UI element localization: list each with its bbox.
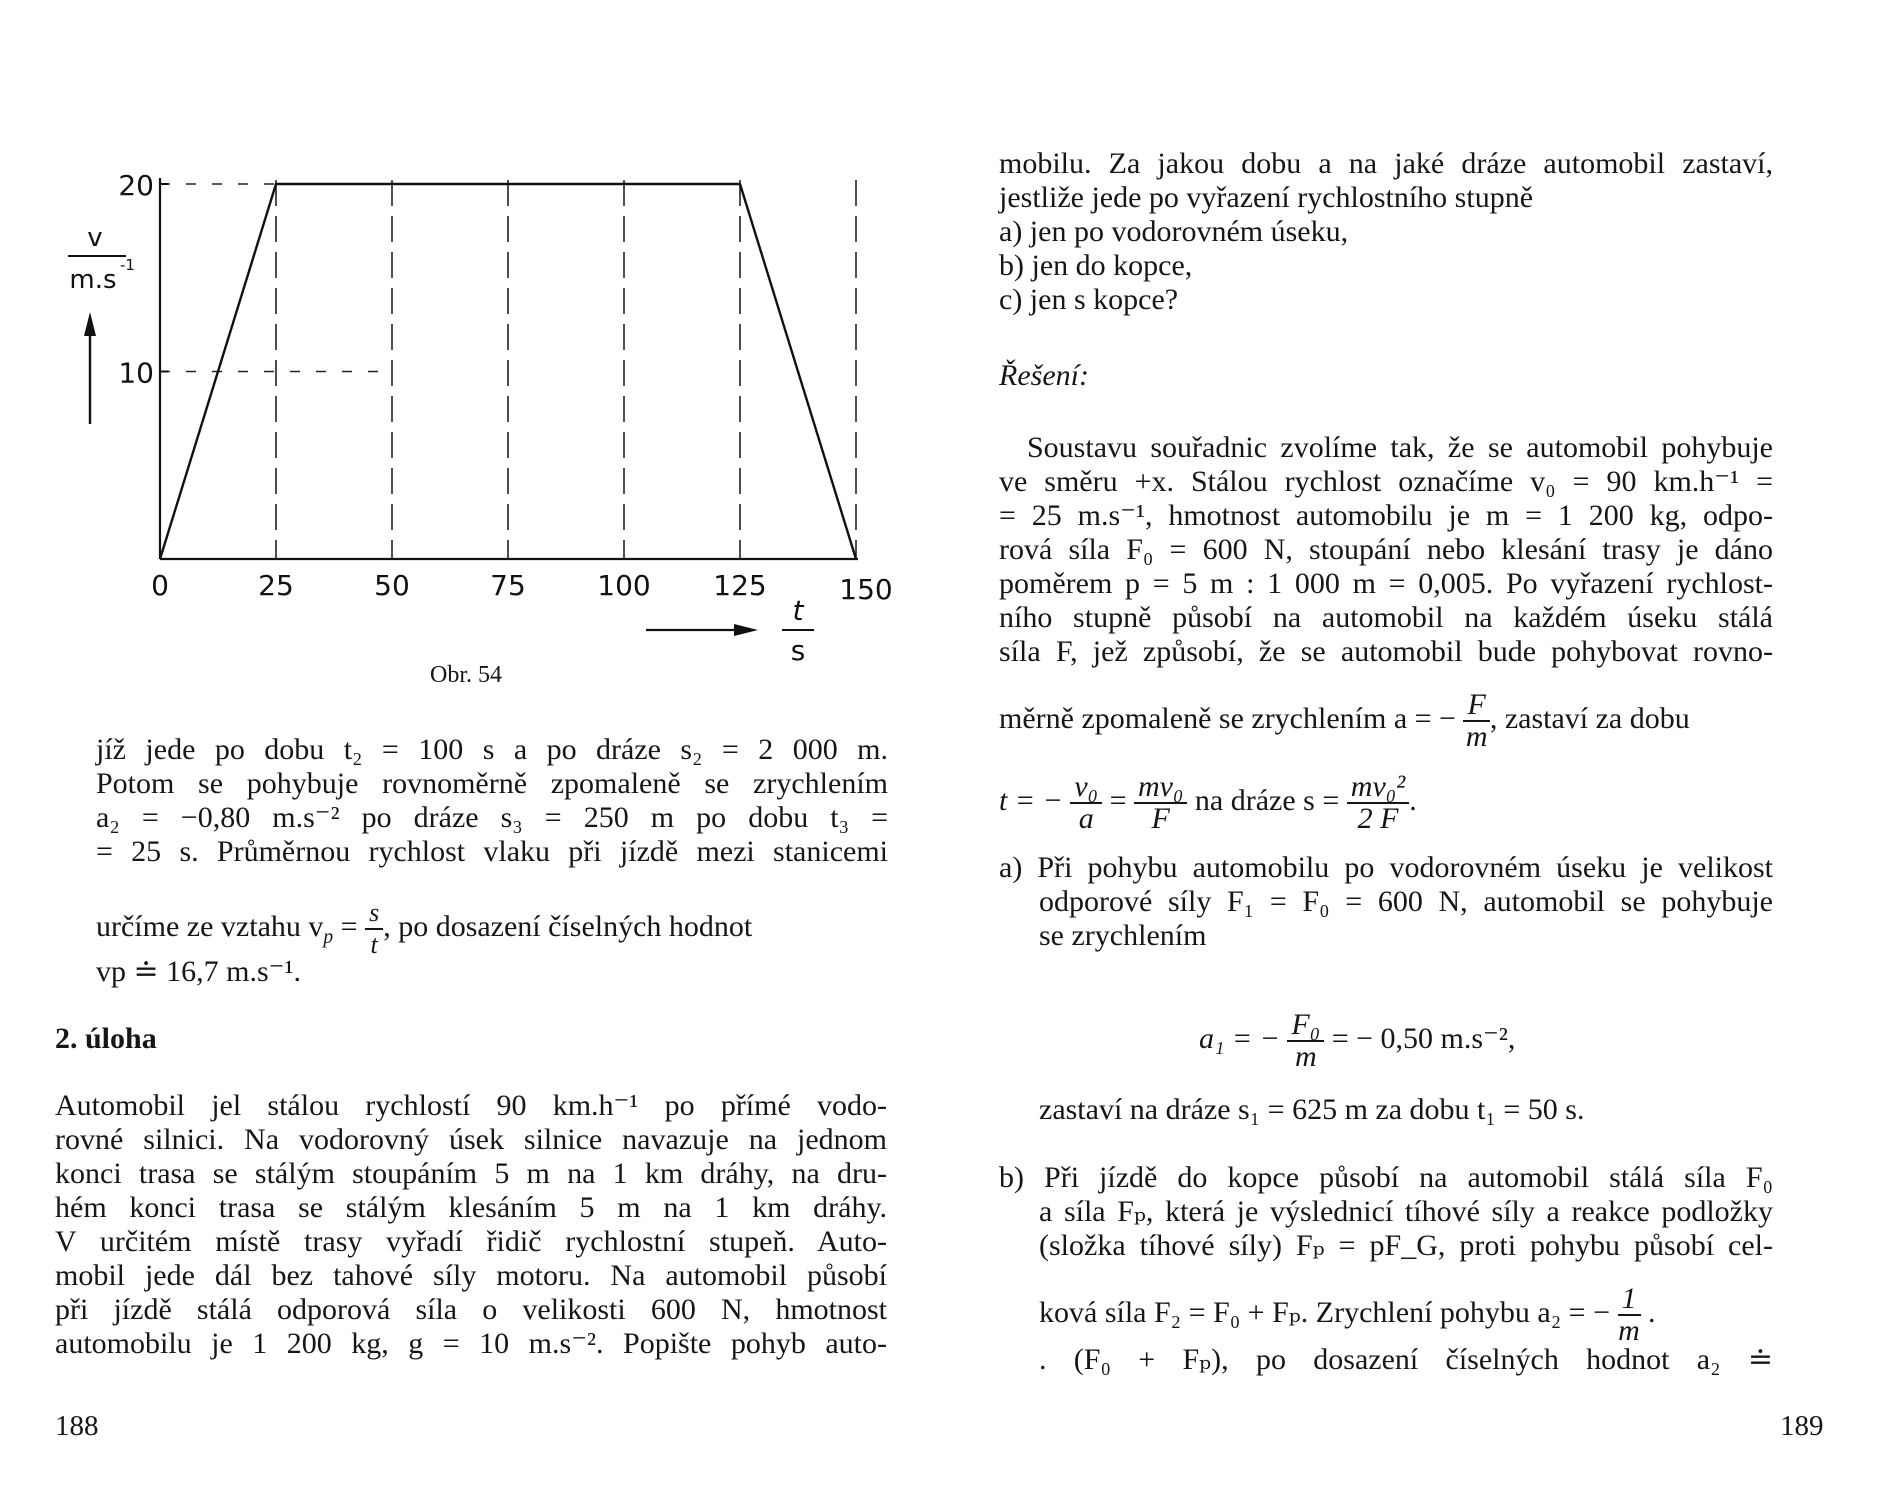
- task-heading: 2. úloha: [55, 1022, 157, 1055]
- text-line: odporové síly F₁ = F₀ = 600 N, automobil se pohybuje: [1039, 885, 1773, 918]
- text-line: V určitém místě trasy vyřadí řidič rychlostní stupeň. Auto-: [55, 1225, 887, 1258]
- accel-fraction: [1463, 690, 1489, 752]
- part-b-last-line: . (F₀ + Fₚ), po dosazení číselných hodnot a₂ ≐: [1039, 1343, 1773, 1376]
- right-page: [939, 0, 1878, 1501]
- figure-caption: Obr. 54: [430, 662, 502, 688]
- text-line: hém konci trasa se stálým klesáním 5 m na 1 km dráhy.: [55, 1191, 887, 1224]
- t-eq: =: [1102, 783, 1134, 817]
- chart-ticks: [118, 169, 892, 606]
- text-line: ve směru +x. Stálou rychlost označíme v₀ = 90 km.h⁻¹ =: [999, 465, 1773, 498]
- text-line: Potom se pohybuje rovnoměrně zpomaleně se zrychlením: [96, 767, 888, 800]
- b-denominator: m: [1618, 1314, 1640, 1347]
- text-line: při jízdě stálá odporová síla o velikosti 600 N, hmotnost: [55, 1293, 887, 1326]
- average-speed-formula-line: [96, 898, 888, 960]
- accel-denominator: m: [1465, 720, 1488, 753]
- y-label-arrowhead: [84, 312, 96, 336]
- t-denominator-1: a: [1078, 802, 1094, 835]
- accel-numerator: F: [1463, 690, 1489, 722]
- x-tick-label: 100: [597, 569, 651, 602]
- a1-text: a₁ = −: [1199, 1021, 1288, 1055]
- accel-text: měrně zpomaleně se zrychlením a = −: [999, 701, 1464, 735]
- fraction-numerator: s: [365, 898, 383, 930]
- b-numerator: 1: [1618, 1284, 1641, 1316]
- text-line: síla F, jež způsobí, že se automobil bude pohybovat rovno-: [999, 635, 1773, 668]
- a1-denominator: m: [1294, 1040, 1317, 1073]
- x-tick-label: 150: [839, 573, 893, 606]
- x-tick-label: 125: [713, 569, 767, 602]
- y-label-denominator: m.s: [69, 265, 117, 295]
- accel-tail: , zastaví za dobu: [1489, 701, 1690, 735]
- b-tail: .: [1640, 1295, 1656, 1329]
- t-fraction-1: [1070, 772, 1102, 834]
- chart-axis-labels: [68, 223, 814, 667]
- text-line: rovné silnici. Na vodorovný úsek silnice navazuje na jednom: [55, 1123, 887, 1156]
- y-tick-label: 10: [118, 356, 154, 390]
- chart-grid: [160, 180, 856, 559]
- text-line: c) jen s kopce?: [999, 283, 1179, 316]
- x-tick-label: 25: [258, 569, 294, 602]
- solution-heading: Řešení:: [999, 359, 1089, 392]
- x-tick-label: 75: [490, 569, 526, 602]
- text-line: poměrem p = 5 m : 1 000 m = 0,005. Po vyřazení rychlost-: [999, 567, 1773, 600]
- chart-axes: [160, 178, 858, 559]
- page-number-right: 189: [1780, 1410, 1824, 1442]
- text-line: = 25 s. Průměrnou rychlost vlaku při jízdě mezi stanicemi: [96, 835, 888, 868]
- a1-fraction: [1287, 1010, 1324, 1072]
- s-denominator: 2 F: [1357, 802, 1399, 835]
- average-speed-result: vp ≐ 16,7 m.s⁻¹.: [96, 955, 301, 988]
- t-tail: .: [1409, 783, 1417, 817]
- velocity-time-chart: [0, 0, 939, 720]
- text-line: mobilu. Za jakou dobu a na jaké dráze automobil zastaví,: [999, 147, 1773, 180]
- s-fraction: [1347, 772, 1409, 834]
- t-fraction-2: [1134, 772, 1187, 834]
- formula-fraction: [365, 898, 383, 960]
- a1-numerator: F₀: [1287, 1010, 1324, 1042]
- text-line: rová síla F₀ = 600 N, stoupání nebo klesání trasy je dáno: [999, 533, 1773, 566]
- x-label-numerator: t: [792, 594, 804, 627]
- text-line: b) Při jízdě do kopce působí na automobil stálá síla F₀: [999, 1161, 1773, 1194]
- t-denominator-2: F: [1151, 802, 1170, 835]
- b-fraction: [1618, 1284, 1641, 1346]
- part-b-formula-line: [1039, 1284, 1773, 1346]
- text-line: a) Při pohybu automobilu po vodorovném úseku je velikost: [999, 851, 1773, 884]
- text-line: konci trasa se stálým stoupáním 5 m na 1 km dráhy, na dru-: [55, 1157, 887, 1190]
- text-line: = 25 m.s⁻¹, hmotnost automobilu je m = 1 200 kg, odpo-: [999, 499, 1773, 532]
- a1-tail: = − 0,50 m.s⁻²,: [1324, 1021, 1516, 1055]
- text-line: a) jen po vodorovném úseku,: [999, 215, 1349, 248]
- b-text: ková síla F₂ = F₀ + Fₚ. Zrychlení pohybu a₂ = −: [1039, 1295, 1618, 1329]
- text-line: se zrychlením: [1039, 919, 1207, 952]
- text-line: ního stupně působí na automobil na každém úseku stálá: [999, 601, 1773, 634]
- t-text: t = −: [999, 783, 1071, 817]
- text-line: b) jen do kopce,: [999, 249, 1193, 282]
- x-label-denominator: s: [790, 634, 806, 667]
- text-line: Automobil jel stálou rychlostí 90 km.h⁻¹ po přímé vodo-: [55, 1089, 887, 1122]
- t-mid: na dráze s =: [1187, 783, 1347, 817]
- text-line: a₂ = −0,80 m.s⁻² po dráze s₃ = 250 m po dobu t₃ =: [96, 801, 888, 834]
- t-numerator-1: v₀: [1070, 772, 1102, 804]
- a1-formula-line: [1199, 1010, 1515, 1072]
- formula-eq: =: [333, 909, 366, 943]
- s-numerator: mv₀²: [1347, 772, 1409, 804]
- t-numerator-2: mv₀: [1134, 772, 1187, 804]
- fraction-denominator: t: [370, 930, 378, 959]
- formula-text: určíme ze vztahu v: [96, 909, 324, 943]
- text-line: mobil jede dál bez tahové síly motoru. Na automobil působí: [55, 1259, 887, 1292]
- page-number-left: 188: [55, 1410, 99, 1442]
- y-label-numerator: v: [87, 223, 103, 253]
- part-a-result: zastaví na dráze s₁ = 625 m za dobu t₁ = 50 s.: [1039, 1093, 1585, 1126]
- acceleration-formula-line: [999, 690, 1769, 752]
- y-label-exponent: -1: [120, 256, 135, 274]
- text-line: jíž jede po dobu t₂ = 100 s a po dráze s₂ = 2 000 m.: [96, 733, 888, 766]
- x-label-arrowhead: [734, 624, 758, 636]
- y-tick-label: 20: [118, 169, 154, 202]
- formula-tail: , po dosazení číselných hodnot: [383, 909, 753, 943]
- text-line: jestliže jede po vyřazení rychlostního stupně: [999, 181, 1534, 214]
- text-line: automobilu je 1 200 kg, g = 10 m.s⁻². Popište pohyb auto-: [55, 1327, 887, 1360]
- text-line: a síla Fₚ, která je výslednicí tíhové síly a reakce podložky: [1039, 1195, 1773, 1228]
- time-distance-formula-line: [999, 772, 1417, 834]
- x-tick-label: 50: [374, 569, 410, 602]
- x-tick-label: 0: [151, 569, 169, 602]
- formula-sub: p: [323, 926, 334, 948]
- text-line: (složka tíhové síly) Fₚ = pF_G, proti pohybu působí cel-: [1039, 1229, 1773, 1262]
- text-line: Soustavu souřadnic zvolíme tak, že se automobil pohybuje: [1027, 431, 1773, 464]
